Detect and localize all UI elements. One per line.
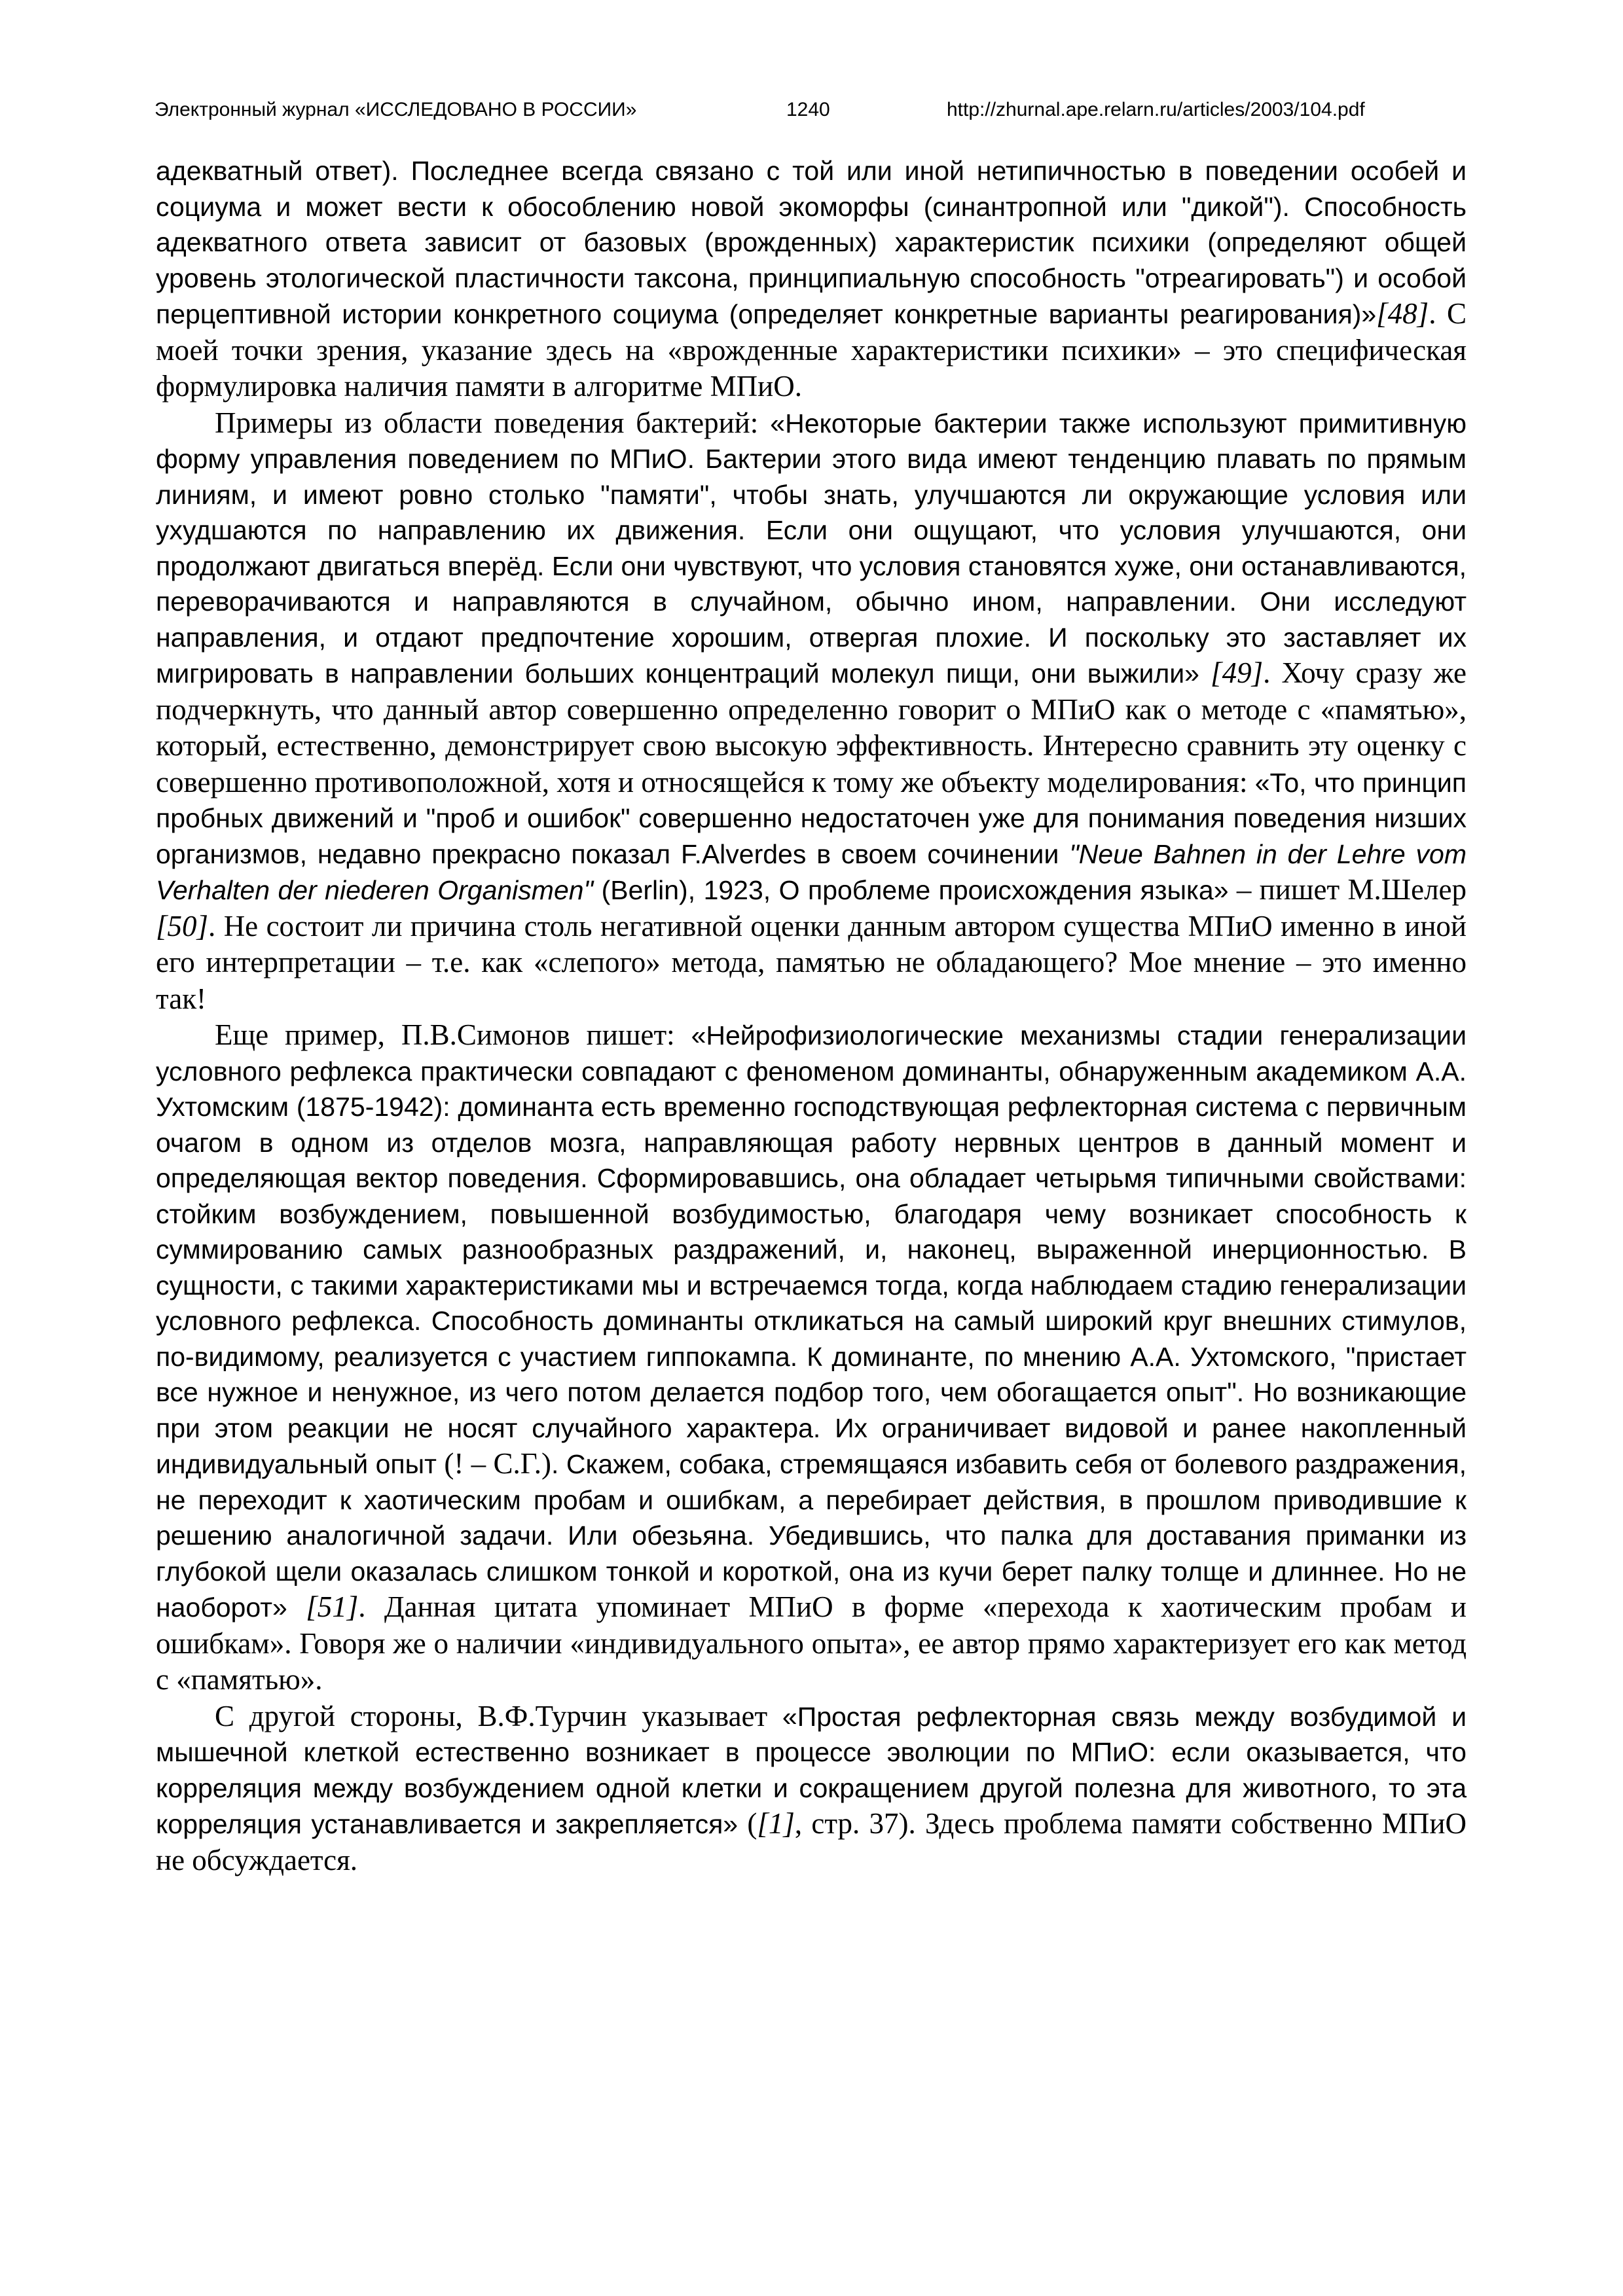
quote-text: «Нейрофизиологические механизмы стадии генерализации условного рефлекса практически совпадают с феноменом доминанты, обнаруженным академиком А.А. Ухтомским (1875-1942): доминанта есть временно господствующая рефлекторная система с первичным очагом в одном из отделов мозга, направляющая работу нервных центров в данный момент и определяющая вектор поведения. Сформировавшись, она обладает четырьмя типичными свойствами: стойким возбуждением, повышенной возбудимостью, благодаря чему возникает способность к суммированию самых разнообразных раздражений, и, наконец, выраженной инерционностью. В сущности, с такими характеристиками мы и встречаемся тогда, когда наблюдаем стадию генерализации условного рефлекса. Способность доминанты откликаться на самый широкий круг внешних стимулов, по-видимому, реализуется с участием гиппокампа. К доминанте, по мнению А.А. Ухтомского, "пристает все нужное и ненужное, из чего потом делается подбор того, чем обогащается опыт". Но возникающие при этом реакции не носят случайного характера. Их ограничивает видовой и ранее накопленный индивидуальный опыт (156, 1020, 1467, 1479)
quote-text: «Простая рефлекторная связь между возбудимой и мышечной клеткой естественно возникает в процессе эволюции по МПиО: если оказывается, что корреляция между возбуждением одной клетки и сокращением другой полезна для животного, то эта корреляция устанавливается и закрепляется» (156, 1701, 1467, 1839)
citation-ref: [49] (1199, 656, 1264, 689)
quote-text: «Некоторые бактерии также используют примитивную форму управления поведением по МПиО. Бактерии этого вида имеют тенденцию плавать по прямым линиям, и имеют ровно столько "памяти", чтобы знать, улучшаются ли окружающие условия или ухудшаются по направлению их движения. Если они ощущают, что условия улучшаются, они продолжают двигаться вперёд. Если они чувствуют, что условия становятся хуже, они останавливаются, переворачиваются и направляются в случайном, обычно ином, направлении. Они исследуют направления, и отдают предпочтение хорошим, отвергая плохие. И поскольку это заставляет их мигрировать в направлении больших концентраций молекул пищи, они выжили» (156, 408, 1467, 689)
quote-text: «То, что принцип пробных движений и "проб и ошибок" совершенно недостаточен уже для понимания поведения низших организмов, недавно прекрасно показал F.Alverdes в своем сочинении (156, 767, 1467, 869)
citation-ref: [1] (757, 1807, 795, 1840)
paragraph-4 (156, 1698, 1467, 1879)
journal-title: Электронный журнал «ИССЛЕДОВАНО В РОССИИ» (155, 99, 637, 120)
citation-ref: [48] (1376, 297, 1429, 330)
paragraph-2 (156, 405, 1467, 1018)
paragraph-3 (156, 1017, 1467, 1698)
author-note: (! – С.Г.) (444, 1447, 551, 1480)
citation-ref: [50] (156, 909, 209, 942)
author-text: , стр. 37). Здесь проблема памяти собственно МПиО не обсуждается. (156, 1807, 1467, 1876)
author-text: С другой стороны, В.Ф.Турчин указывает (215, 1699, 782, 1732)
paragraph-1 (156, 153, 1467, 405)
page-header (155, 94, 1464, 126)
citation-ref: [51] (287, 1590, 359, 1623)
author-text: Примеры из области поведения бактерий: (215, 406, 771, 439)
author-text: . Не состоит ли причина столь негативной оценки данным автором существа МПиО именно в иной его интерпретации – т.е. как «слепого» метода, памятью не обладающего? Мое мнение – это именно так! (156, 909, 1467, 1015)
quote-text: . Скажем, собака, стремящаяся избавить себя от болевого раздражения, не переходит к хаотическим пробам и ошибкам, а перебирает действия, в прошлом приводившие к решению аналогичной задачи. Или обезьяна. Убедившись, что палка для доставания приманки из глубокой щели оказалась слишком тонкой и короткой, она из кучи берет палку толще и длиннее. Но не наоборот» (156, 1449, 1467, 1623)
page-number: 1240 (786, 99, 830, 120)
article-body (156, 153, 1467, 1878)
author-text: – пишет М.Шелер (1228, 873, 1467, 906)
author-text: . С моей точки зрения, указание здесь на «врожденные характеристики психики» – это специфическая формулировка наличия памяти в алгоритме МПиО. (156, 297, 1467, 403)
author-text: . Хочу сразу же подчеркнуть, что данный автор совершенно определенно говорит о МПиО как о методе с «памятью», который, естественно, демонстрирует свою высокую эффективность. Интересно сравнить эту оценку с совершенно противоположной, хотя и относящейся к тому же объекту моделирования: (156, 656, 1467, 798)
quoted-book-title: "Neue Bahnen in der Lehre vom Verhalten der niederen Organismen" (156, 838, 1467, 905)
article-url: http://zhurnal.ape.relarn.ru/articles/2003/104.pdf (947, 99, 1365, 120)
author-text: Еще пример, П.В.Симонов пишет: (215, 1018, 691, 1051)
quote-text: адекватный ответ). Последнее всегда связано с той или иной нетипичностью в поведении особей и социума и может вести к обособлению новой экоморфы (синантропной или "дикой"). Способность адекватного ответа зависит от базовых (врожденных) характеристик психики (определяют общей уровень этологической пластичности таксона, принципиальную способность "отреагировать") и особой перцептивной истории конкретного социума (определяет конкретные варианты реагирования)» (156, 156, 1467, 329)
author-text: . Данная цитата упоминает МПиО в форме «перехода к хаотическим пробам и ошибкам». Говоря же о наличии «индивидуального опыта», ее автор прямо характеризует его как метод с «памятью». (156, 1590, 1467, 1696)
author-text: ( (738, 1807, 757, 1840)
quote-text: (Berlin), 1923, О проблеме происхождения языка» (593, 875, 1229, 905)
